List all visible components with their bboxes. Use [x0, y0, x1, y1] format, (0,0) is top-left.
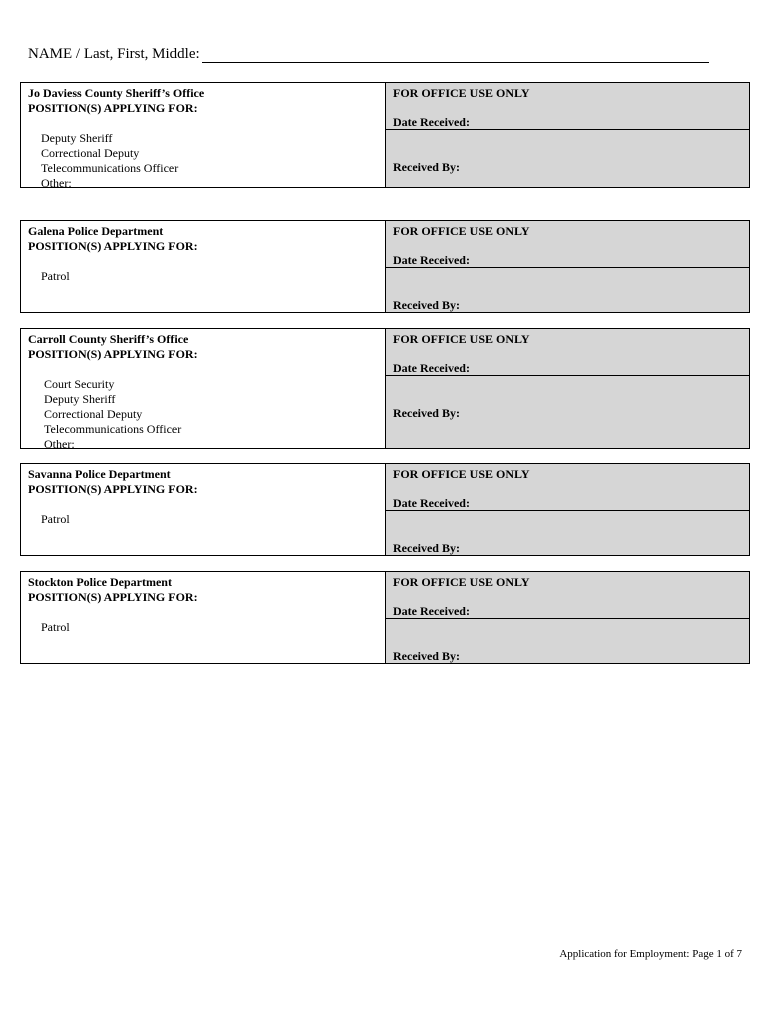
date-received-label: Date Received:	[393, 604, 470, 618]
position-item[interactable]: Deputy Sheriff	[41, 131, 113, 145]
position-list	[41, 269, 378, 284]
office-use-bottom	[386, 268, 749, 312]
office-use-label: FOR OFFICE USE ONLY	[393, 332, 530, 346]
date-received-label: Date Received:	[393, 496, 470, 510]
office-use-top	[386, 329, 749, 376]
position-item[interactable]: Other:	[41, 176, 72, 190]
position-list	[41, 131, 378, 191]
office-use-bottom	[386, 130, 749, 187]
agency-info	[21, 83, 386, 190]
office-use-label: FOR OFFICE USE ONLY	[393, 467, 530, 481]
date-received-label: Date Received:	[393, 361, 470, 375]
date-received-label: Date Received:	[393, 253, 470, 267]
office-use-top	[386, 83, 749, 130]
name-field-row	[28, 46, 709, 63]
page-footer: Application for Employment: Page 1 of 7	[559, 948, 742, 960]
position-item[interactable]: Correctional Deputy	[41, 146, 140, 160]
agency-block-stockton	[20, 571, 750, 664]
office-use-panel	[386, 83, 749, 187]
position-list	[41, 620, 378, 635]
received-by-label: Received By:	[393, 541, 460, 555]
agency-block-galena	[20, 220, 750, 313]
agency-name: Stockton Police Department	[28, 575, 172, 589]
position-item[interactable]: Court Security	[44, 377, 115, 391]
received-by-label: Received By:	[393, 406, 460, 420]
positions-heading: POSITION(S) APPLYING FOR:	[28, 239, 198, 253]
position-item[interactable]: Patrol	[41, 620, 70, 634]
positions-heading: POSITION(S) APPLYING FOR:	[28, 482, 198, 496]
office-use-bottom	[386, 511, 749, 555]
position-item[interactable]: Other:	[44, 437, 75, 451]
position-list	[44, 377, 378, 452]
positions-heading: POSITION(S) APPLYING FOR:	[28, 101, 198, 115]
office-use-label: FOR OFFICE USE ONLY	[393, 224, 530, 238]
office-use-top	[386, 221, 749, 268]
agency-name: Savanna Police Department	[28, 467, 171, 481]
positions-heading: POSITION(S) APPLYING FOR:	[28, 347, 198, 361]
name-label: NAME / Last, First, Middle:	[28, 46, 200, 62]
agency-info	[21, 464, 386, 555]
received-by-label: Received By:	[393, 160, 460, 174]
office-use-bottom	[386, 619, 749, 663]
agency-name: Jo Daviess County Sheriff’s Office	[28, 86, 205, 100]
agency-name: Galena Police Department	[28, 224, 164, 238]
received-by-label: Received By:	[393, 649, 460, 663]
agency-info	[21, 572, 386, 663]
office-use-panel	[386, 464, 749, 555]
positions-heading: POSITION(S) APPLYING FOR:	[28, 590, 198, 604]
office-use-panel	[386, 329, 749, 448]
agency-block-jo-daviess	[20, 82, 750, 188]
agency-block-savanna	[20, 463, 750, 556]
date-received-label: Date Received:	[393, 115, 470, 129]
office-use-label: FOR OFFICE USE ONLY	[393, 575, 530, 589]
position-item[interactable]: Patrol	[41, 269, 70, 283]
office-use-top	[386, 464, 749, 511]
received-by-label: Received By:	[393, 298, 460, 312]
position-item[interactable]: Correctional Deputy	[44, 407, 143, 421]
office-use-panel	[386, 572, 749, 663]
name-input-line[interactable]	[202, 48, 709, 63]
position-item[interactable]: Telecommunications Officer	[41, 161, 179, 175]
office-use-panel	[386, 221, 749, 312]
position-item[interactable]: Deputy Sheriff	[44, 392, 116, 406]
office-use-bottom	[386, 376, 749, 448]
office-use-top	[386, 572, 749, 619]
agency-block-carroll	[20, 328, 750, 449]
agency-info	[21, 221, 386, 312]
agency-name: Carroll County Sheriff’s Office	[28, 332, 189, 346]
office-use-label: FOR OFFICE USE ONLY	[393, 86, 530, 100]
position-item[interactable]: Telecommunications Officer	[44, 422, 182, 436]
position-list	[41, 512, 378, 527]
position-item[interactable]: Patrol	[41, 512, 70, 526]
agency-info	[21, 329, 386, 451]
